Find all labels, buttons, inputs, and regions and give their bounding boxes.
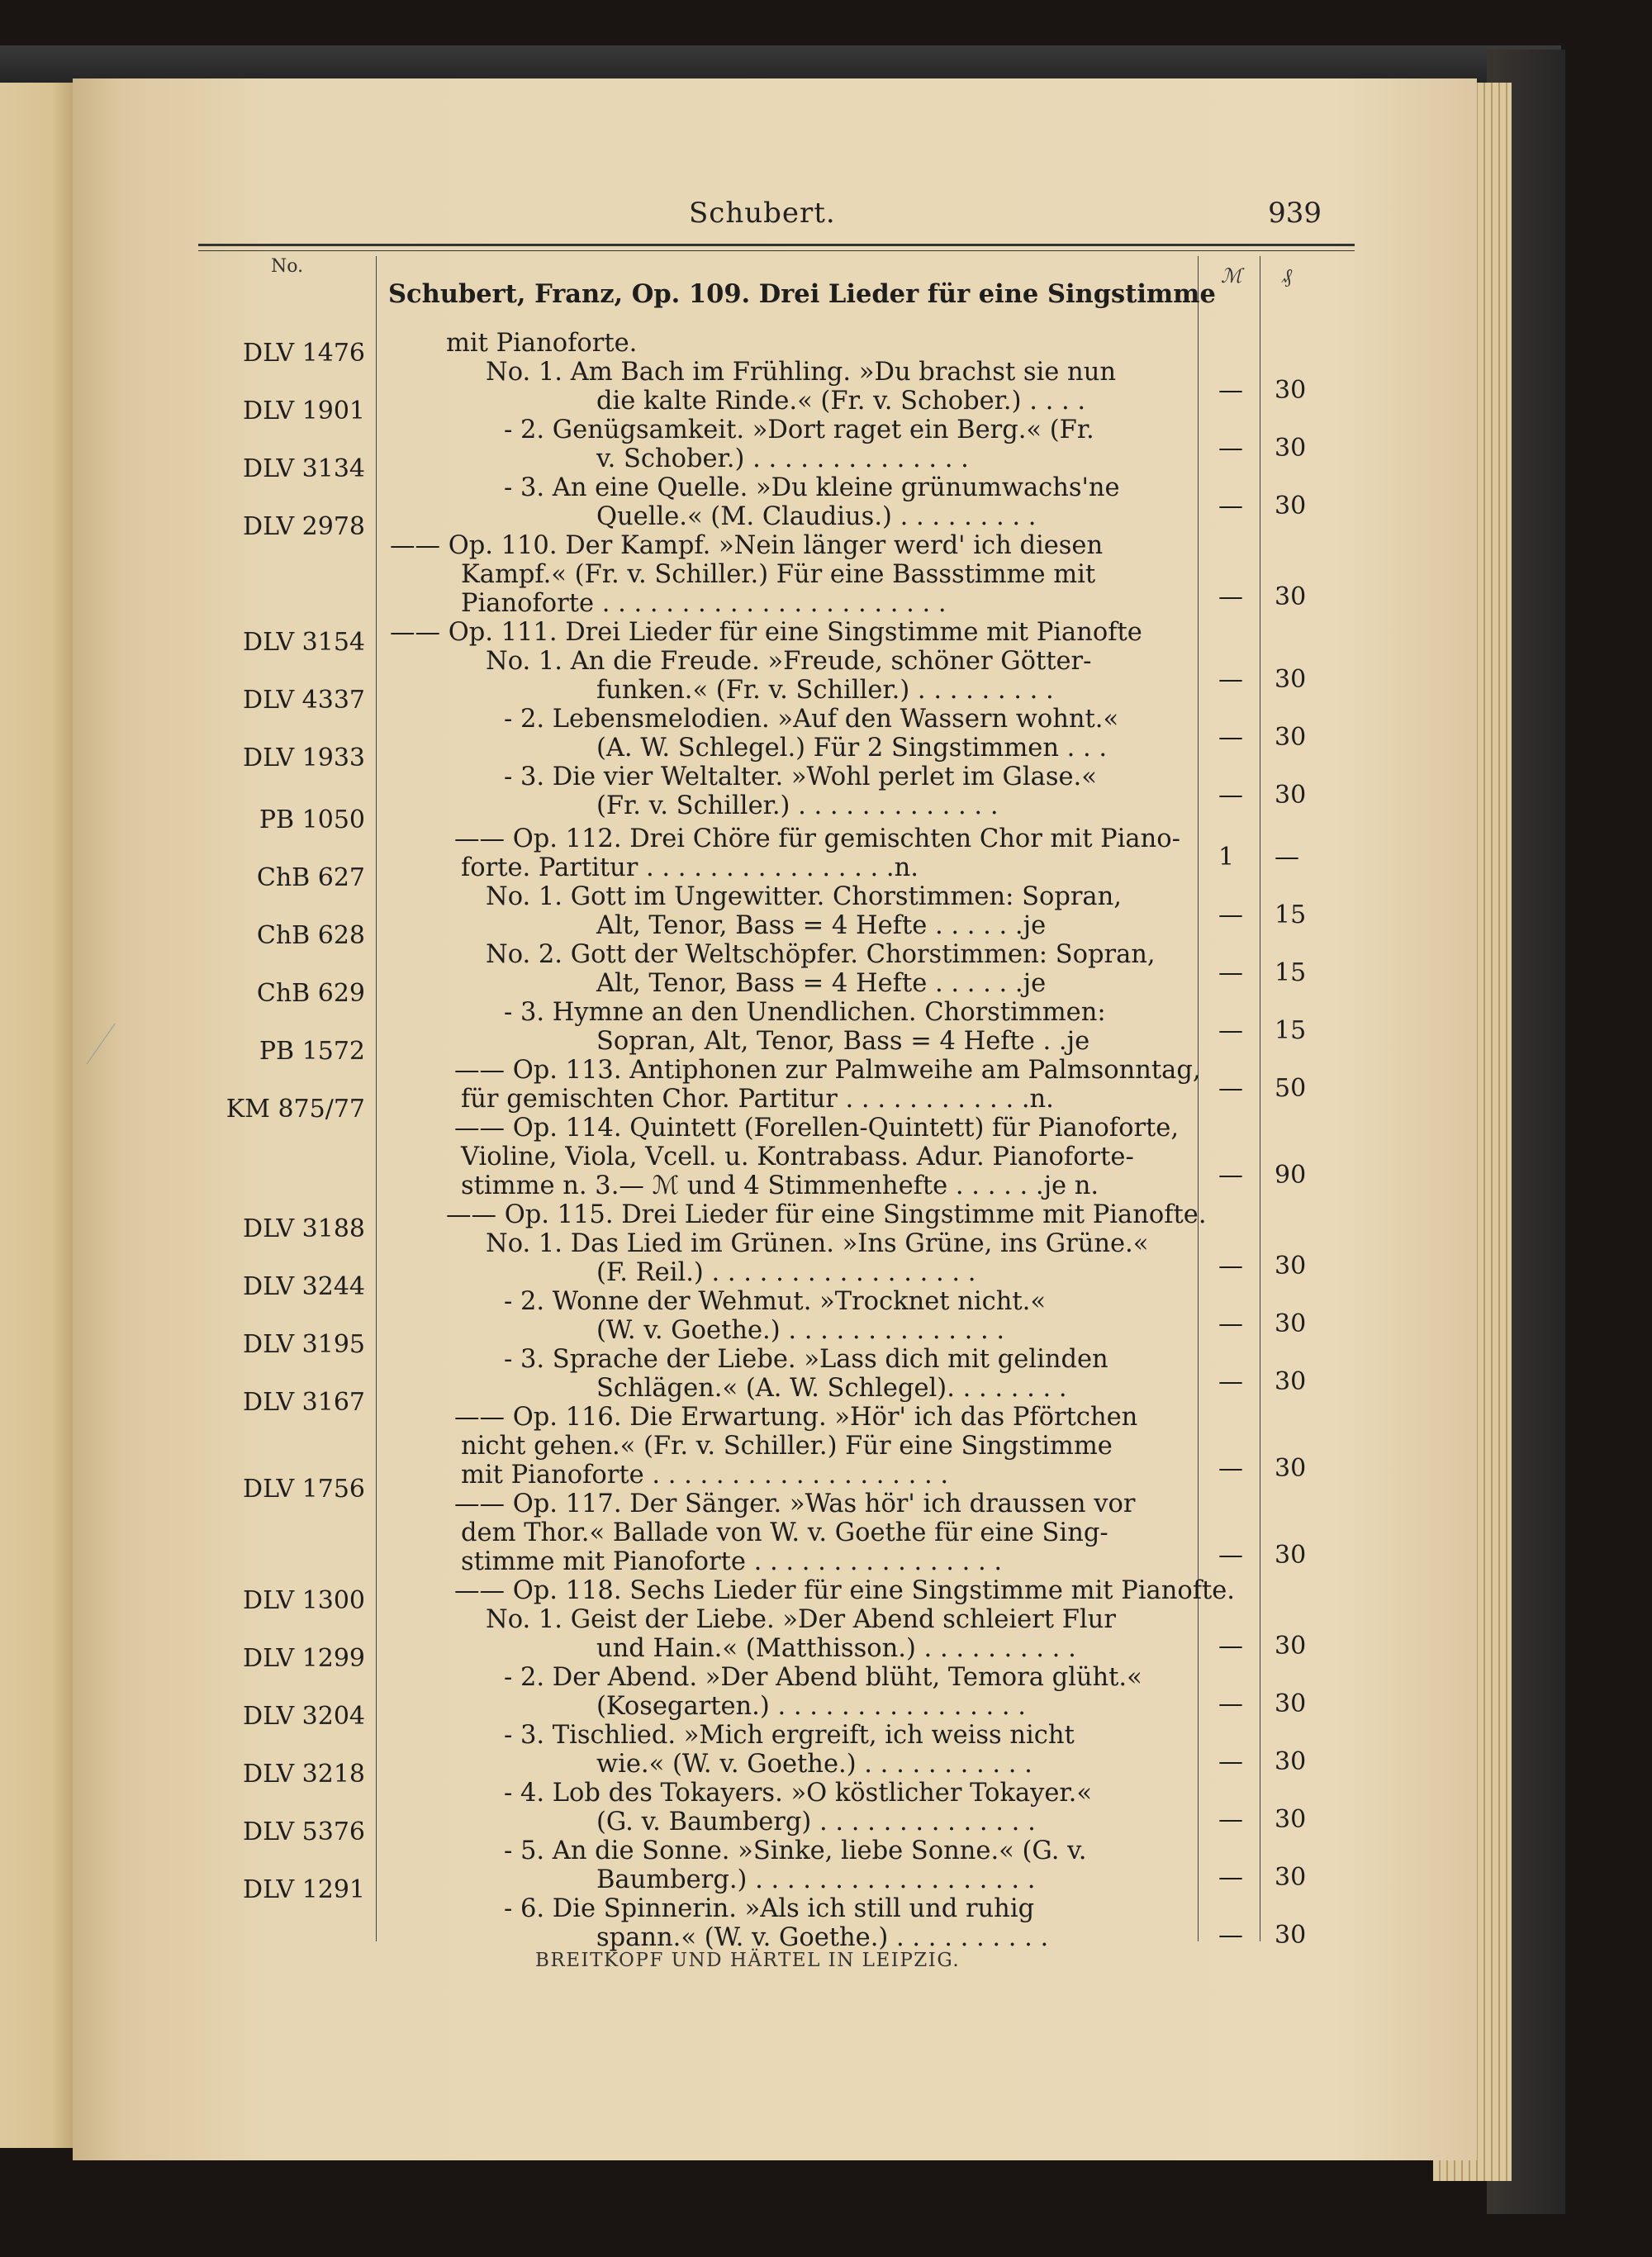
price-pfennig: 15 [1275, 900, 1307, 929]
price-mark: — [1218, 723, 1243, 752]
entry-line: Kampf.« (Fr. v. Schiller.) Für eine Bassstimme mit [461, 560, 1096, 589]
entry-line: Sopran, Alt, Tenor, Bass = 4 Hefte . .je [596, 1027, 1090, 1056]
entry-line: nicht gehen.« (Fr. v. Schiller.) Für eine Singstimme [461, 1432, 1113, 1461]
entry-line: No. 1. Am Bach im Frühling. »Du brachst sie nun [486, 358, 1116, 387]
entry-line: wie.« (W. v. Goethe.) . . . . . . . . . . . [596, 1750, 1032, 1779]
entry-line: und Hain.« (Matthisson.) . . . . . . . . . . [596, 1634, 1076, 1663]
price-pfennig: 30 [1275, 1921, 1307, 1950]
entry-line: stimme mit Pianoforte . . . . . . . . . . . . . . . . [461, 1547, 1003, 1576]
price-mark: — [1218, 1805, 1243, 1834]
entry-line: No. 1. An die Freude. »Freude, schöner Götter- [486, 647, 1092, 676]
price-mark: — [1218, 1632, 1243, 1661]
price-pfennig: 15 [1275, 958, 1307, 987]
entry-line: - 5. An die Sonne. »Sinke, liebe Sonne.« (G. v. [504, 1836, 1087, 1865]
catalog-number: DLV 3204 [243, 1702, 365, 1731]
price-pfennig: 30 [1275, 1747, 1307, 1776]
price-pfennig: 30 [1275, 434, 1307, 463]
price-pfennig: 30 [1275, 665, 1307, 694]
page-title: Schubert. [689, 197, 836, 230]
catalog-number: DLV 3134 [243, 454, 365, 483]
catalog-number: DLV 2978 [243, 512, 365, 541]
entry-line: Pianoforte . . . . . . . . . . . . . . . . . . . . . . [461, 589, 947, 618]
price-pfennig: 30 [1275, 1454, 1307, 1483]
catalog-number: DLV 1476 [243, 339, 365, 368]
entry-line: No. 1. Geist der Liebe. »Der Abend schleiert Flur [486, 1605, 1116, 1634]
entry-line: die kalte Rinde.« (Fr. v. Schober.) . . . . [596, 387, 1086, 416]
no-column-label: No. [271, 256, 304, 277]
entry-line: Schubert, Franz, Op. 109. Drei Lieder für eine Singstimme [388, 279, 1216, 309]
entry-line: —— Op. 116. Die Erwartung. »Hör' ich das Pförtchen [454, 1403, 1138, 1432]
column-rule-mark [1198, 256, 1199, 1941]
entry-line: - 6. Die Spinnerin. »Als ich still und ruhig [504, 1894, 1035, 1923]
price-mark: — [1218, 1309, 1243, 1338]
publisher-footer: BREITKOPF UND HÄRTEL IN LEIPZIG. [535, 1950, 961, 1971]
entry-line: —— Op. 117. Der Sänger. »Was hör' ich draussen vor [454, 1490, 1136, 1518]
price-mark: — [1218, 1367, 1243, 1396]
entry-line: - 2. Wonne der Wehmut. »Trocknet nicht.« [504, 1287, 1046, 1316]
catalog-number: DLV 3188 [243, 1214, 365, 1243]
price-mark: — [1218, 1689, 1243, 1718]
price-mark: — [1218, 1252, 1243, 1281]
price-mark: — [1218, 434, 1243, 463]
price-pfennig: 30 [1275, 582, 1307, 611]
price-pfennig: 30 [1275, 781, 1307, 810]
entry-line: forte. Partitur . . . . . . . . . . . . . . . .n. [461, 853, 919, 882]
catalog-number: DLV 1933 [243, 744, 365, 772]
price-mark: — [1218, 376, 1243, 405]
header-rule-thin [198, 250, 1355, 251]
entry-line: - 3. Sprache der Liebe. »Lass dich mit gelinden [504, 1345, 1108, 1374]
price-pfennig: 50 [1275, 1074, 1307, 1103]
entry-line: mit Pianoforte. [446, 329, 638, 358]
catalog-number: DLV 1756 [243, 1475, 365, 1504]
entry-line: Baumberg.) . . . . . . . . . . . . . . . . . . [596, 1865, 1036, 1894]
entry-line: (A. W. Schlegel.) Für 2 Singstimmen . . . [596, 734, 1108, 763]
entry-line: - 2. Der Abend. »Der Abend blüht, Temora glüht.« [504, 1663, 1142, 1692]
header-rule-thick [198, 244, 1355, 246]
price-pfennig: 30 [1275, 723, 1307, 752]
price-pfennig: — [1275, 843, 1299, 872]
catalog-number: PB 1572 [259, 1037, 365, 1066]
entry-line: No. 1. Das Lied im Grünen. »Ins Grüne, ins Grüne.« [486, 1229, 1149, 1258]
entry-line: Violine, Viola, Vcell. u. Kontrabass. Adur. Pianoforte- [461, 1143, 1134, 1171]
entry-line: —— Op. 111. Drei Lieder für eine Singstimme mit Pianofte [390, 618, 1142, 647]
entry-line: - 2. Lebensmelodien. »Auf den Wassern wohnt.« [504, 705, 1119, 734]
entry-line: Alt, Tenor, Bass = 4 Hefte . . . . . .je [596, 911, 1047, 940]
price-pfennig: 90 [1275, 1161, 1307, 1190]
price-pfennig: 30 [1275, 1252, 1307, 1281]
entry-line: funken.« (Fr. v. Schiller.) . . . . . . . . . [596, 676, 1054, 705]
catalog-number: DLV 1901 [243, 397, 365, 425]
pfennig-column-label: ₰ [1282, 264, 1292, 287]
catalog-number: PB 1050 [259, 805, 365, 834]
price-mark: — [1218, 492, 1243, 520]
price-mark: — [1218, 1074, 1243, 1103]
entry-line: Schlägen.« (A. W. Schlegel). . . . . . . . [596, 1374, 1067, 1403]
price-pfennig: 15 [1275, 1016, 1307, 1045]
price-pfennig: 30 [1275, 492, 1307, 520]
entry-line: - 3. Tischlied. »Mich ergreift, ich weiss nicht [504, 1721, 1075, 1750]
catalog-number: KM 875/77 [225, 1095, 365, 1124]
catalog-number: ChB 629 [256, 979, 365, 1008]
price-pfennig: 30 [1275, 1805, 1307, 1834]
price-mark: — [1218, 958, 1243, 987]
entry-line: für gemischten Chor. Partitur . . . . . . . . . . . .n. [461, 1085, 1054, 1114]
catalog-number: DLV 1300 [243, 1586, 365, 1615]
entry-line: v. Schober.) . . . . . . . . . . . . . . [596, 444, 969, 473]
price-mark: — [1218, 582, 1243, 611]
catalog-number: DLV 3167 [243, 1388, 365, 1417]
price-mark: — [1218, 1161, 1243, 1190]
entry-line: spann.« (W. v. Goethe.) . . . . . . . . . . [596, 1923, 1049, 1952]
catalog-number: DLV 3218 [243, 1760, 365, 1789]
price-pfennig: 30 [1275, 376, 1307, 405]
price-mark: — [1218, 1747, 1243, 1776]
price-pfennig: 30 [1275, 1541, 1307, 1570]
catalog-number: DLV 3244 [243, 1272, 365, 1301]
catalog-number: DLV 3195 [243, 1330, 365, 1359]
entry-line: —— Op. 112. Drei Chöre für gemischten Chor mit Piano- [454, 824, 1180, 853]
price-pfennig: 30 [1275, 1632, 1307, 1661]
catalog-number: ChB 627 [256, 863, 365, 892]
price-mark: — [1218, 900, 1243, 929]
price-mark: — [1218, 1454, 1243, 1483]
price-pfennig: 30 [1275, 1367, 1307, 1396]
price-mark: — [1218, 1016, 1243, 1045]
catalog-number: ChB 628 [256, 921, 365, 950]
catalog-number: DLV 4337 [243, 686, 365, 715]
price-pfennig: 30 [1275, 1309, 1307, 1338]
entry-line: (F. Reil.) . . . . . . . . . . . . . . . . . [596, 1258, 976, 1287]
entry-line: Alt, Tenor, Bass = 4 Hefte . . . . . .je [596, 969, 1047, 998]
entry-line: No. 2. Gott der Weltschöpfer. Chorstimmen: Sopran, [486, 940, 1156, 969]
page-number: 939 [1268, 197, 1322, 230]
entry-line: —— Op. 110. Der Kampf. »Nein länger werd' ich diesen [390, 531, 1104, 560]
entry-line: —— Op. 118. Sechs Lieder für eine Singstimme mit Pianofte. [454, 1576, 1235, 1605]
price-mark: 1 [1218, 843, 1235, 872]
price-mark: — [1218, 1541, 1243, 1570]
left-page-edge [0, 83, 74, 2148]
price-mark: — [1218, 665, 1243, 694]
entry-line: stimme n. 3.— ℳ und 4 Stimmenhefte . . . . . .je n. [461, 1171, 1099, 1200]
entry-line: Quelle.« (M. Claudius.) . . . . . . . . . [596, 502, 1037, 531]
entry-line: —— Op. 113. Antiphonen zur Palmweihe am Palmsonntag, [454, 1056, 1201, 1085]
entry-line: - 3. Die vier Weltalter. »Wohl perlet im Glase.« [504, 763, 1097, 791]
catalog-number: DLV 1299 [243, 1644, 365, 1673]
entry-line: (W. v. Goethe.) . . . . . . . . . . . . . . [596, 1316, 1005, 1345]
catalog-number: DLV 1291 [243, 1875, 365, 1904]
price-mark: — [1218, 1921, 1243, 1950]
entry-line: —— Op. 115. Drei Lieder für eine Singstimme mit Pianofte. [446, 1200, 1207, 1229]
entry-line: No. 1. Gott im Ungewitter. Chorstimmen: Sopran, [486, 882, 1122, 911]
entry-line: (Fr. v. Schiller.) . . . . . . . . . . . . . [596, 791, 999, 820]
entry-line: - 2. Genügsamkeit. »Dort raget ein Berg.« (Fr. [504, 416, 1094, 444]
entry-line: - 4. Lob des Tokayers. »O köstlicher Tokayer.« [504, 1779, 1092, 1808]
catalog-number: DLV 5376 [243, 1817, 365, 1846]
column-rule-left [376, 256, 377, 1941]
entry-line: dem Thor.« Ballade von W. v. Goethe für eine Sing- [461, 1518, 1108, 1547]
page-header [248, 192, 1322, 241]
mark-column-label: ℳ [1221, 264, 1242, 287]
catalog-number: DLV 3154 [243, 628, 365, 657]
entry-line: mit Pianoforte . . . . . . . . . . . . . . . . . . . [461, 1461, 949, 1490]
entry-line: - 3. Hymne an den Unendlichen. Chorstimmen: [504, 998, 1106, 1027]
price-pfennig: 30 [1275, 1689, 1307, 1718]
entry-line: (G. v. Baumberg) . . . . . . . . . . . . . . [596, 1808, 1036, 1836]
entry-line: (Kosegarten.) . . . . . . . . . . . . . . . . [596, 1692, 1027, 1721]
price-mark: — [1218, 1863, 1243, 1892]
price-pfennig: 30 [1275, 1863, 1307, 1892]
entry-line: - 3. An eine Quelle. »Du kleine grünumwachs'ne [504, 473, 1120, 502]
price-mark: — [1218, 781, 1243, 810]
entry-line: —— Op. 114. Quintett (Forellen-Quintett) für Pianoforte, [454, 1114, 1180, 1143]
